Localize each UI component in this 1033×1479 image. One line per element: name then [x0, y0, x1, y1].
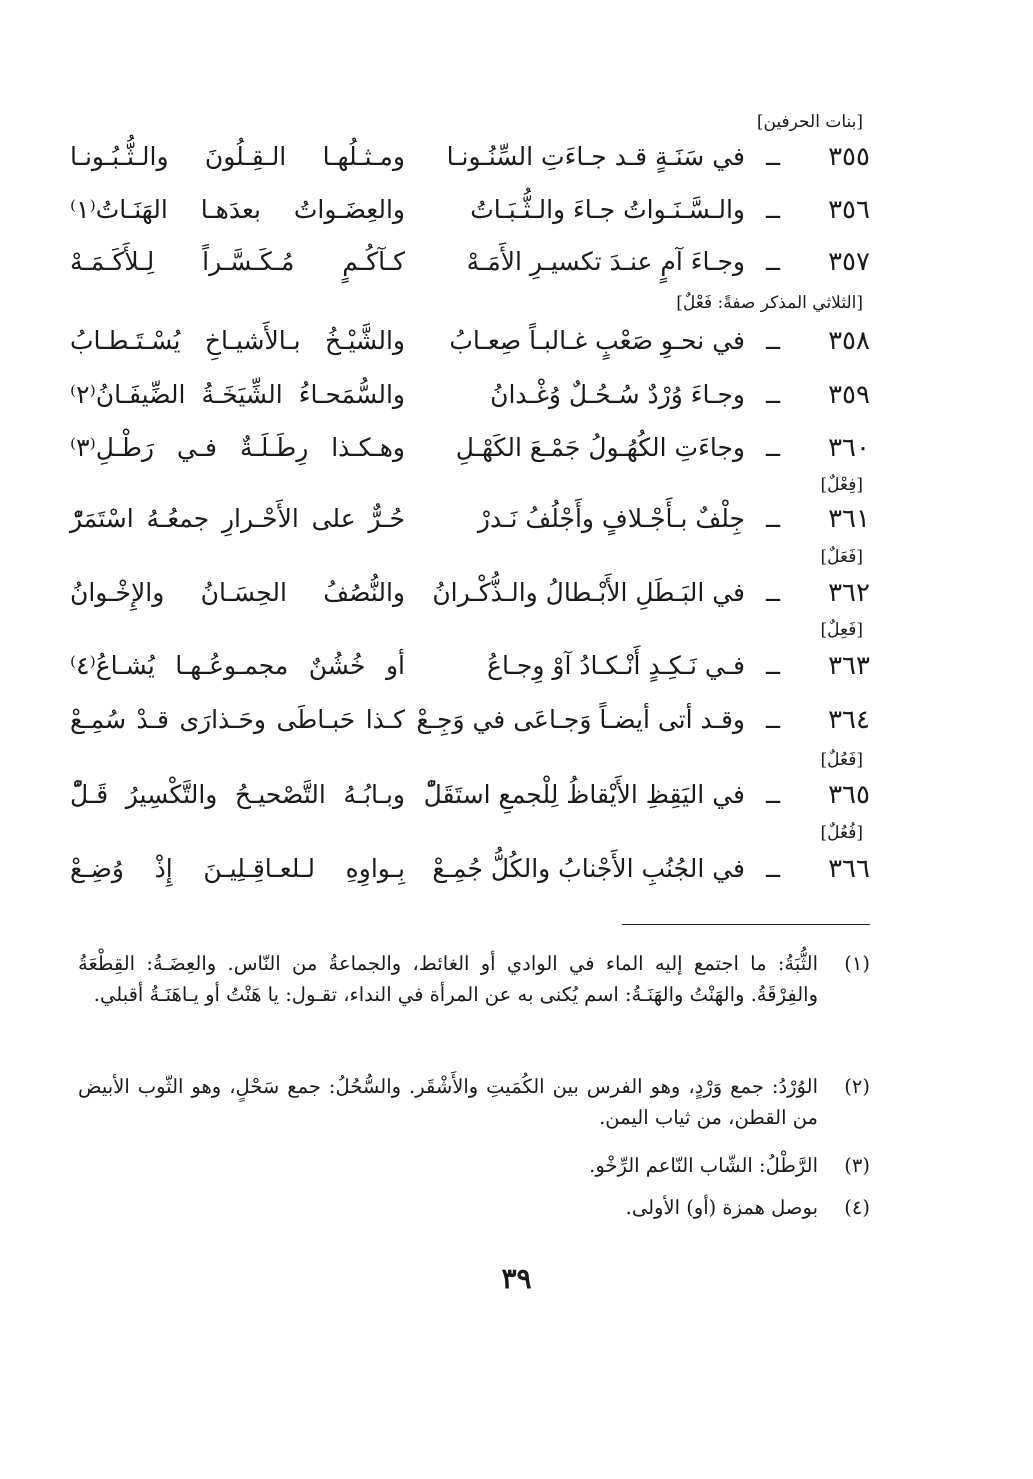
footnote-mark: (١) [844, 952, 870, 975]
section-label: [فَعَلٌ] [820, 547, 863, 567]
footnote-text: الثُّبَةُ: ما اجتمع إليه الماء في الوادي أو الغائط، والجماعةُ من النّاس. والعِضَـةُ: القِطْعَةُ والفِرْقَةُ. والهَنْتُ والهَنَـةُ: اسم يُكنى به عن المرأة في النداء، تقـول: يا هَنْتُ أو يـاهَنَـةُ أقبلي. [78, 952, 818, 1006]
verse-row [70, 318, 870, 364]
verse-dash: ــ [765, 196, 780, 224]
verse-number: ٣٦١ [828, 504, 870, 534]
verse-second-hemistich: كـآكُـمٍ مُـكَـسَّـراً لِـلأَكَـمَـهْ [70, 247, 405, 276]
verse-first-hemistich: وجـاءَ وُرْدٌ سُـحُـلٌ وُغْـدانُ [490, 380, 745, 409]
section-label: [فَعُلٌ] [820, 750, 863, 770]
verse-row [70, 846, 870, 892]
verse-first-hemistich: جِلْفٌ بـأَجْـلافٍ وأَجْلُفُ نَـدرْ [477, 504, 745, 533]
verse-second-hemistich: وبـابُـهُ التَّصْحيـحُ والتَّكْسِيرُ قَـلّْ [70, 780, 405, 809]
section-label: [فُعُلٌ] [820, 823, 863, 843]
verse-first-hemistich: في نحـوِ صَعْبٍ غـالبـاً صِعـابُ [449, 326, 745, 355]
footnote-mark: (٢) [844, 1075, 870, 1098]
footnote [78, 948, 870, 1010]
verse-first-hemistich: وقـد أتى أيضـاً وَجـاعَى في وَجِـعْ [416, 705, 745, 734]
verse-number: ٣٦٢ [828, 578, 870, 608]
footnote-separator [622, 924, 870, 925]
verse-dash: ــ [765, 505, 780, 533]
verse-dash: ــ [765, 434, 780, 462]
verse-dash: ــ [765, 781, 780, 809]
verse-dash: ــ [765, 579, 780, 607]
verse-number: ٣٥٨ [828, 326, 870, 356]
verse-row [70, 772, 870, 818]
verse-dash: ــ [765, 706, 780, 734]
verse-second-hemistich: وهـكـذا رِطَـلَـةٌ فـي رَطْـلِ⁽٣⁾ [70, 433, 405, 462]
verse-first-hemistich: في سَنَـةٍ قـد جـاءَتِ السِّنُـونـا [446, 142, 745, 171]
verse-row [70, 697, 870, 743]
verse-row [70, 643, 870, 689]
footnote-text: بوصل همزة (أو) الأولى. [625, 1196, 818, 1219]
verse-row [70, 425, 870, 471]
verse-second-hemistich: حُـرٌّ على الأَحْـرارِ جمعُـهُ اسْتَمَرّْ [70, 504, 405, 533]
verse-second-hemistich: كـذا حَبـاطَى وحَـذارَى قـدْ سُمِـعْ [70, 705, 405, 734]
section-label: [الثلاثي المذكر صفةً: فَعْلٌ] [676, 293, 863, 313]
verse-number: ٣٥٩ [828, 380, 870, 410]
footnote-mark: (٣) [844, 1154, 870, 1177]
verse-second-hemistich: والسُّمَحـاءُ الشِّيَخَـةُ الضِّيفَـانُ⁽٢⁾ [70, 380, 405, 409]
verse-second-hemistich: بِـواوِهِ لـلعـاقِـلِيـنَ إِذْ وُضِـعْ [70, 854, 405, 883]
verse-first-hemistich: في البَـطَلِ الأَبْـطالُ والـذُّكْـرانُ [432, 578, 745, 607]
verse-number: ٣٥٦ [828, 195, 870, 225]
section-label: [فِعْلٌ] [820, 475, 863, 495]
verse-number: ٣٦٣ [828, 651, 870, 681]
verse-second-hemistich: والشَّيْـخُ بـالأَشيـاخِ يُسْـتَـطـابُ [70, 326, 405, 355]
footnote-text: الرَّطْلُ: الشّاب النّاعم الرِّخْو. [589, 1154, 818, 1177]
footnote [78, 1150, 870, 1181]
verse-number: ٣٥٧ [828, 247, 870, 277]
footnote-text: الوُرْدُ: جمع وَرْدٍ، وهو الفرس بين الكُمَيتِ والأَشْقَر. والسُّحُلُ: جمع سَحْلٍ، وهو الثّوب الأبيض من القطن، من ثياب اليمن. [78, 1075, 818, 1129]
verse-row [70, 496, 870, 542]
verse-first-hemistich: وجـاءَ آمٍ عنـدَ تكسيـرِ الأَمَـهْ [466, 247, 745, 276]
verse-number: ٣٦٠ [828, 433, 870, 463]
verse-number: ٣٦٥ [828, 780, 870, 810]
verse-dash: ــ [765, 327, 780, 355]
verse-row [70, 187, 870, 233]
verse-row [70, 239, 870, 285]
page-number: ٣٩ [501, 1262, 532, 1295]
verse-dash: ــ [765, 381, 780, 409]
section-label: [بنات الحرفين] [756, 112, 863, 132]
verse-row [70, 570, 870, 616]
verse-first-hemistich: فـي نَـكِـدٍ أَنْـكـادُ آوْ وِجـاعُ [487, 651, 745, 680]
footnote-mark: (٤) [844, 1196, 870, 1219]
footnote [78, 1192, 870, 1223]
verse-second-hemistich: والعِضَـواتُ بعدَهـا الهَنَـاتُ⁽١⁾ [70, 195, 405, 224]
verse-second-hemistich: أو خُشُنٌ مجمـوعُـهـا يُشـاعُ⁽٤⁾ [70, 651, 405, 680]
verse-number: ٣٦٤ [828, 705, 870, 735]
verse-dash: ــ [765, 652, 780, 680]
verse-first-hemistich: والـسَّـنَـواتُ جـاءَ والـثُّـبَـاتُ [470, 195, 745, 224]
verse-second-hemistich: والنُّصُفُ الحِسَـانُ والإِخْـوانُ [70, 578, 405, 607]
verse-dash: ــ [765, 143, 780, 171]
verse-number: ٣٦٦ [828, 854, 870, 884]
footnote [78, 1071, 870, 1133]
verse-number: ٣٥٥ [828, 142, 870, 172]
verse-dash: ــ [765, 248, 780, 276]
verse-second-hemistich: ومـثـلُهـا الـقِـلُونَ والـثُّـبُـونـا [70, 142, 405, 171]
section-label: [فَعِلٌ] [820, 620, 863, 640]
verse-row [70, 134, 870, 180]
verse-first-hemistich: في الجُنُبِ الأَجْنابُ والكُلُّ جُمِـعْ [432, 854, 745, 883]
verse-row [70, 372, 870, 418]
verse-dash: ــ [765, 855, 780, 883]
verse-first-hemistich: وجاءَتِ الكُهُـولُ جَمْـعَ الكَهْـلِ [455, 433, 745, 462]
verse-first-hemistich: في اليَقِظِ الأَيْقاظُ لِلْجمعِ استَقَلّْ [423, 780, 745, 809]
